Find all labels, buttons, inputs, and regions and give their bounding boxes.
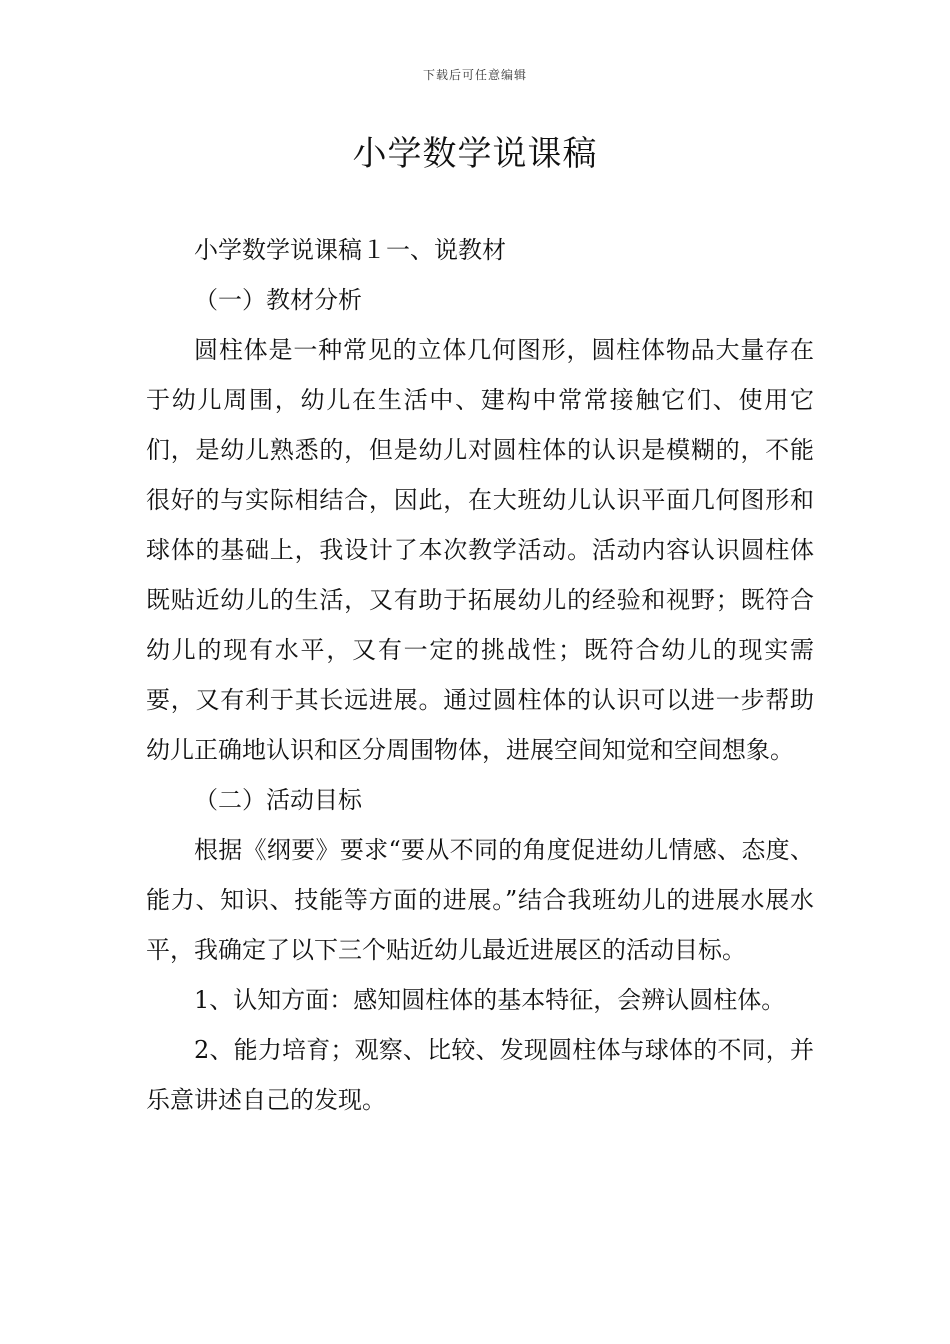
document-title: 小学数学说课稿 bbox=[352, 134, 598, 174]
page-header-note: 下载后可任意编辑 bbox=[422, 68, 527, 82]
paragraph-subheading-analysis: （一）教材分析 bbox=[194, 286, 362, 314]
paragraph-analysis-body: 圆柱体是一种常见的立体几何图形，圆柱体物品大量存在于幼儿周围，幼儿在生活中、建构中常常接触它们、使用它们，是幼儿熟悉的，但是幼儿对圆柱体的认识是模糊的，不能很好的与实际相结合，因此，在大班幼儿认识平面几何图形和球体的基础上，我设计了本次教学活动。活动内容认识圆柱体既贴近幼儿的生活，又有助于拓展幼儿的经验和视野；既符合幼儿的现有水平，又有一定的挑战性；既符合幼儿的现实需要，又有利于其长远进展。通过圆柱体的认识可以进一步帮助幼儿正确地认识和区分周围物体，进展空间知觉和空间想象。 bbox=[146, 336, 814, 764]
paragraph-goal-2: 2、能力培育；观察、比较、发现圆柱体与球体的不同，并乐意讲述自己的发现。 bbox=[146, 1036, 814, 1114]
paragraph-goals-body: 根据《纲要》要求“要从不同的角度促进幼儿情感、态度、能力、知识、技能等方面的进展。”结合我班幼儿的进展水展水平，我确定了以下三个贴近幼儿最近进展区的活动目标。 bbox=[146, 836, 814, 964]
paragraph-section-heading: 小学数学说课稿１一、说教材 bbox=[194, 236, 506, 264]
paragraph-goal-1: 1、认知方面：感知圆柱体的基本特征，会辨认圆柱体。 bbox=[194, 986, 786, 1014]
document-body bbox=[146, 225, 814, 1125]
paragraph-subheading-goals: （二）活动目标 bbox=[194, 786, 362, 814]
